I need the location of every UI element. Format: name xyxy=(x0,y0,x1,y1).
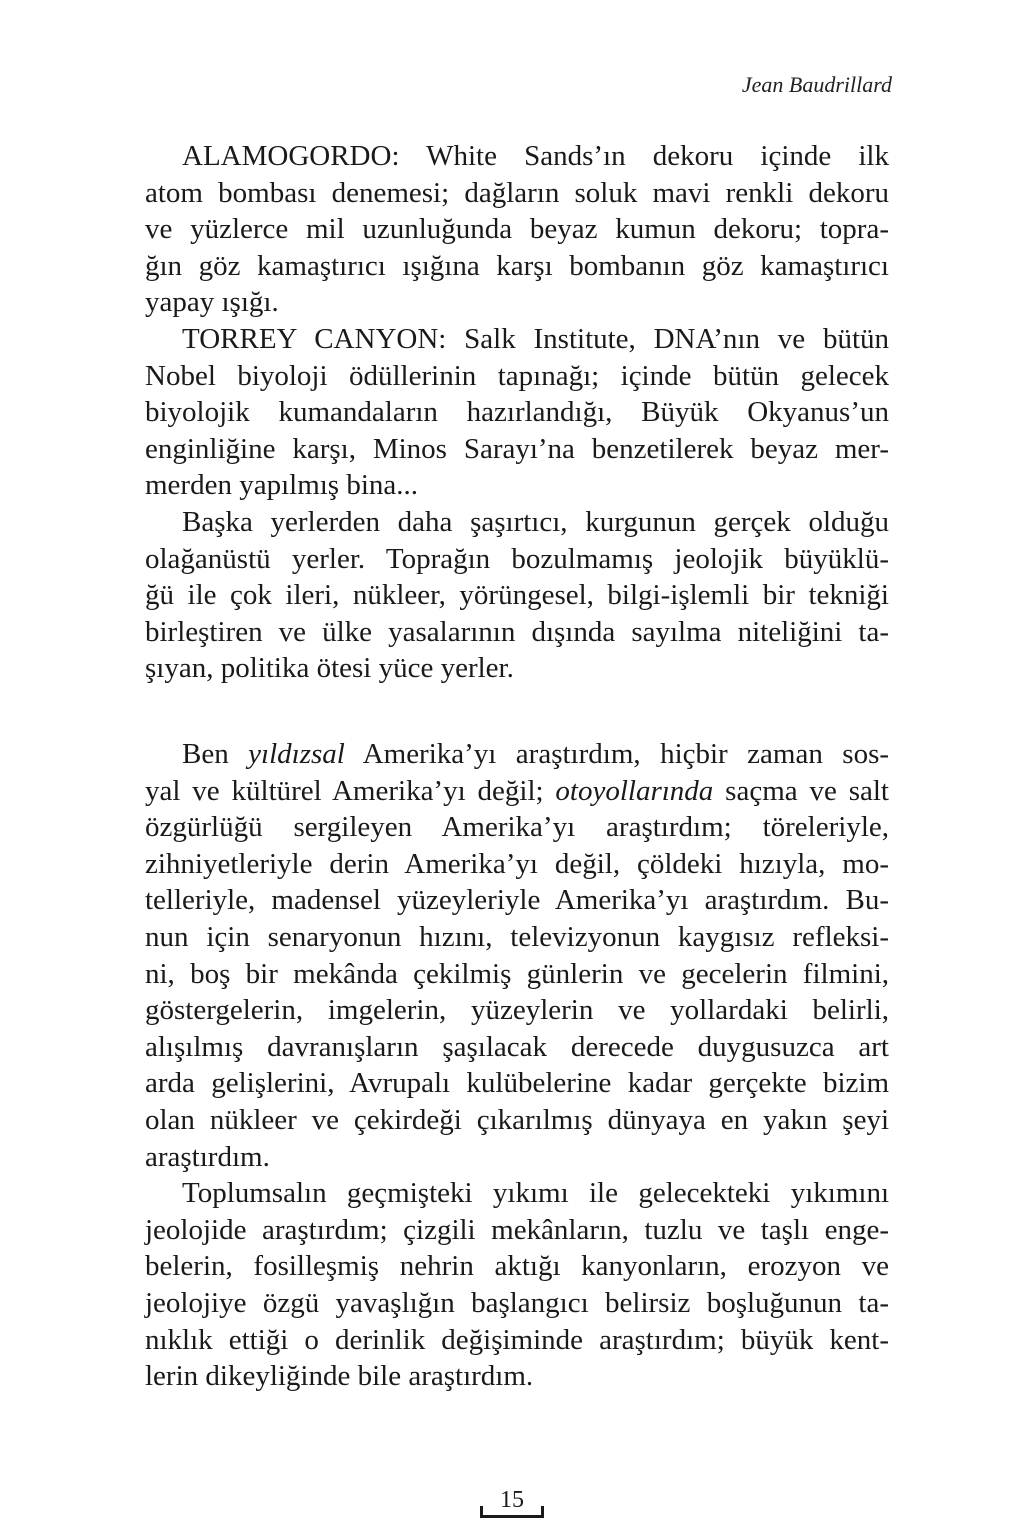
text-section-2 xyxy=(145,736,889,1395)
text-line: merden yapılmış bina... xyxy=(145,469,419,502)
text-line: nıklık ettiği o derinlik değişiminde araştırdım; büyük kent- xyxy=(145,1323,889,1356)
paragraph-geology xyxy=(145,1175,889,1395)
text-line: Nobel biyoloji ödüllerinin tapınağı; içinde bütün gelecek xyxy=(145,359,889,392)
text-line: telleriyle, madensel yüzeyleriyle Amerika’yı araştırdım. Bu- xyxy=(145,884,889,917)
page-number-bracket xyxy=(480,1515,544,1518)
text-line: ve yüzlerce mil uzunluğunda beyaz kumun dekoru; topra- xyxy=(145,213,889,246)
text-line: olağanüstü yerler. Toprağın bozulmamış jeolojik büyüklü- xyxy=(145,542,889,575)
text-line: ğın göz kamaştırıcı ışığına karşı bombanın göz kamaştırıcı xyxy=(145,249,889,282)
text-line: jeolojiye özgü yavaşlığın başlangıcı belirsiz boşluğunun ta- xyxy=(145,1286,889,1319)
paragraph-extraordinary-places xyxy=(145,504,889,687)
text-line: TORREY CANYON: Salk Institute, DNA’nın ve bütün xyxy=(182,322,889,355)
text-line: jeolojide araştırdım; çizgili mekânların, tuzlu ve taşlı enge- xyxy=(145,1213,889,1246)
text-line: belerin, fosilleşmiş nehrin aktığı kanyonların, erozyon ve xyxy=(145,1250,889,1283)
text-line: arda gelişlerini, Avrupalı kulübelerine kadar gerçekte bizim xyxy=(145,1067,889,1100)
text-section-1 xyxy=(145,138,889,687)
text-line: ni, boş bir mekânda çekilmiş günlerin ve gecelerin filmini, xyxy=(145,957,889,990)
text-line xyxy=(145,736,889,773)
text-run: yal ve kültürel Amerika’yı değil; xyxy=(145,774,556,807)
text-line: ğü ile çok ileri, nükleer, yörüngesel, bilgi-işlemli bir tekniği xyxy=(145,579,889,612)
italic-text: yıldızsal xyxy=(248,738,345,770)
text-line: olan nükleer ve çekirdeği çıkarılmış dünyaya en yakın şeyi xyxy=(145,1103,889,1136)
running-header-author: Jean Baudrillard xyxy=(741,72,892,97)
text-line: enginliğine karşı, Minos Sarayı’na benzetilerek beyaz mer- xyxy=(145,432,889,465)
text-line: Başka yerlerden daha şaşırtıcı, kurgunun gerçek olduğu xyxy=(182,505,889,538)
text-line: ALAMOGORDO: White Sands’ın dekoru içinde ilk xyxy=(182,140,889,172)
text-line: nun için senaryonun hızını, televizyonun kaygısız refleksi- xyxy=(145,920,889,953)
paragraph-torrey-canyon xyxy=(145,321,889,504)
page-number: 15 xyxy=(500,1487,524,1513)
text-line: yapay ışığı. xyxy=(145,286,279,319)
text-line xyxy=(145,773,889,810)
text-run: Ben xyxy=(182,738,249,770)
text-line: özgürlüğü sergileyen Amerika’yı araştırdım; töreleriyle, xyxy=(145,811,889,844)
italic-text: otoyollarında xyxy=(555,774,714,807)
text-line: göstergelerin, imgelerin, yüzeylerin ve yollardaki belirli, xyxy=(145,994,889,1027)
text-line: atom bombası denemesi; dağların soluk mavi renkli dekoru xyxy=(145,176,889,209)
text-line: birleştiren ve ülke yasalarının dışında sayılma niteliğini ta- xyxy=(145,615,889,648)
text-line: Toplumsalın geçmişteki yıkımı ile gelecekteki yıkımını xyxy=(182,1177,889,1210)
text-line: şıyan, politika ötesi yüce yerler. xyxy=(145,652,514,685)
text-line: biyolojik kumandaların hazırlandığı, Büyük Okyanus’un xyxy=(145,396,889,429)
text-line: zihniyetleriyle derin Amerika’yı değil, çöldeki hızıyla, mo- xyxy=(145,847,889,880)
paragraph-stellar-america xyxy=(145,736,889,1175)
page-number-footer xyxy=(480,1488,544,1518)
paragraph-alamogordo xyxy=(145,138,889,321)
text-line: lerin dikeyliğinde bile araştırdım. xyxy=(145,1360,534,1393)
text-line: araştırdım. xyxy=(145,1140,270,1173)
text-line: alışılmış davranışların şaşılacak derecede duygusuzca art xyxy=(145,1030,889,1063)
text-run: saçma ve salt xyxy=(713,774,889,807)
text-run: Amerika’yı araştırdım, hiçbir zaman sos- xyxy=(344,738,890,770)
